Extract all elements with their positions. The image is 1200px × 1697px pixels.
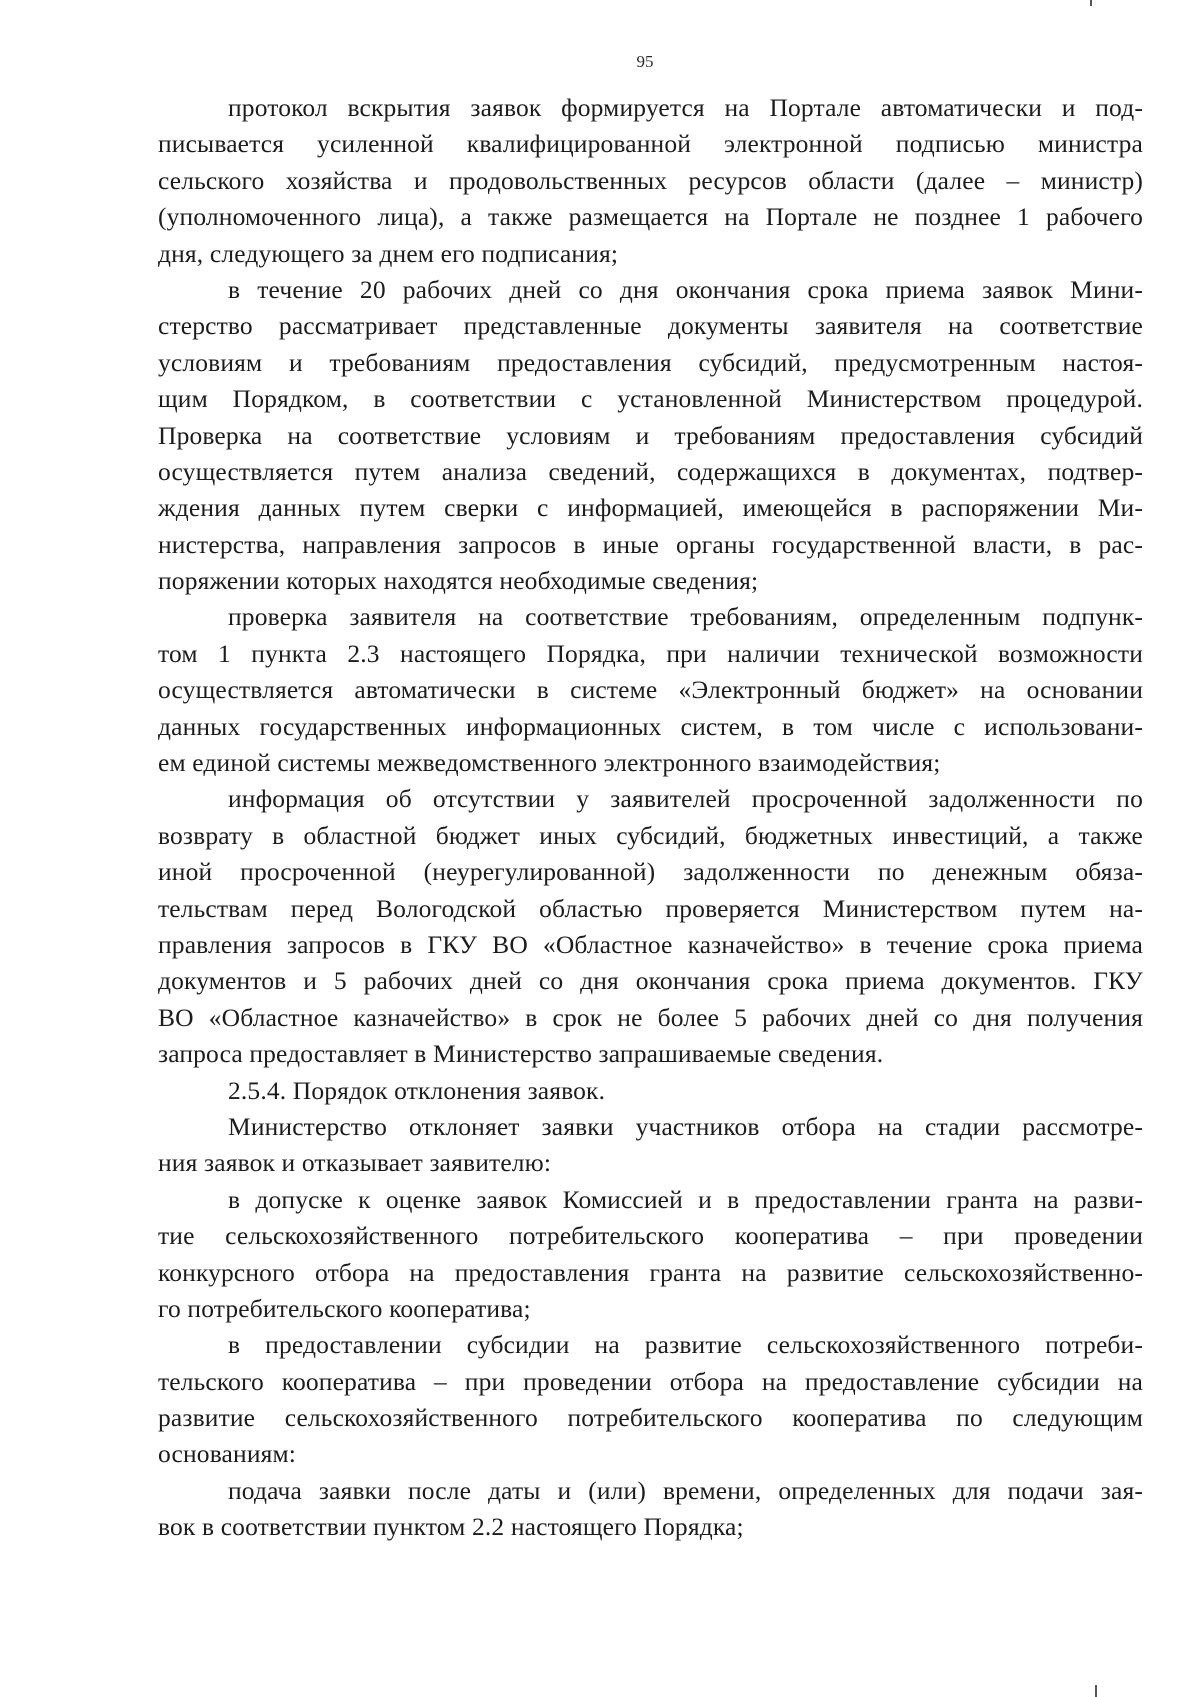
text-line: в предоставлении субсидии на развитие сельскохозяйственного потреби-: [228, 1330, 1143, 1360]
text-line: информация об отсутствии у заявителей просроченной задолженности по: [228, 784, 1143, 814]
text-line: ждения данных путем сверки с информацией, имеющейся в распоряжении Ми-: [158, 493, 1143, 523]
text-line: проверка заявителя на соответствие требованиям, определенным подпунк-: [228, 602, 1143, 632]
text-line: том 1 пункта 2.3 настоящего Порядка, при наличии технической возможности: [158, 638, 1143, 668]
text-line: ния заявок и отказывает заявителю:: [158, 1148, 552, 1178]
text-line: ВО «Областное казначейство» в срок не более 5 рабочих дней со дня получения: [158, 1002, 1143, 1032]
document-body: [158, 90, 1143, 1546]
text-line: (уполномоченного лица), а также размещается на Портале не позднее 1 рабочего: [158, 202, 1143, 232]
text-line: документов и 5 рабочих дней со дня окончания срока приема документов. ГКУ: [158, 966, 1143, 996]
text-line: писывается усиленной квалифицированной электронной подписью министра: [158, 129, 1143, 159]
text-line: тельского кооператива – при проведении отбора на предоставление субсидии на: [158, 1366, 1143, 1396]
text-line: сельского хозяйства и продовольственных ресурсов области (далее – министр): [158, 165, 1143, 195]
text-line: условиям и требованиям предоставления субсидий, предусмотренным настоя-: [158, 347, 1143, 377]
text-line: основаниям:: [158, 1439, 297, 1469]
text-line: 2.5.4. Порядок отклонения заявок.: [228, 1075, 606, 1105]
text-line: стерство рассматривает представленные документы заявителя на соответствие: [158, 311, 1143, 341]
text-line: правления запросов в ГКУ ВО «Областное казначейство» в течение срока приема: [158, 929, 1143, 959]
text-line: запроса предоставляет в Министерство запрашиваемые сведения.: [158, 1039, 884, 1069]
text-line: возврату в областной бюджет иных субсидий, бюджетных инвестиций, а также: [158, 820, 1143, 850]
text-line: протокол вскрытия заявок формируется на Портале автоматически и под-: [228, 93, 1143, 122]
text-line: в течение 20 рабочих дней со дня окончания срока приема заявок Мини-: [228, 274, 1143, 304]
text-line: развитие сельскохозяйственного потребительского кооператива по следующим: [158, 1403, 1143, 1433]
text-line: вок в соответствии пунктом 2.2 настоящего Порядка;: [158, 1512, 744, 1542]
text-line: го потребительского кооператива;: [158, 1293, 531, 1323]
text-line: данных государственных информационных систем, в том числе с использовани-: [158, 711, 1143, 741]
text-line: нистерства, направления запросов в иные органы государственной власти, в рас-: [158, 529, 1143, 559]
text-line: подача заявки после даты и (или) времени, определенных для подачи зая-: [228, 1475, 1143, 1505]
text-line: тельствам перед Вологодской областью проверяется Министерством путем на-: [158, 893, 1143, 923]
text-line: Министерство отклоняет заявки участников отбора на стадии рассмотре-: [228, 1111, 1143, 1141]
page-number: 95: [636, 52, 654, 71]
text-line: дня, следующего за днем его подписания;: [158, 238, 619, 268]
text-line: тие сельскохозяйственного потребительского кооператива – при проведении: [158, 1221, 1143, 1251]
text-line: щим Порядком, в соответствии с установленной Министерством процедурой.: [158, 384, 1143, 414]
text-line: осуществляется автоматически в системе «Электронный бюджет» на основании: [158, 675, 1143, 705]
text-line: иной просроченной (неурегулированной) задолженности по денежным обяза-: [158, 857, 1143, 887]
text-line: конкурсного отбора на предоставления гранта на развитие сельскохозяйственно-: [158, 1257, 1143, 1287]
text-line: Проверка на соответствие условиям и требованиям предоставления субсидий: [158, 420, 1143, 450]
text-line: осуществляется путем анализа сведений, содержащихся в документах, подтвер-: [158, 456, 1143, 486]
text-line: поряжении которых находятся необходимые сведения;: [158, 566, 759, 596]
text-line: в допуске к оценке заявок Комиссией и в предоставлении гранта на разви-: [228, 1184, 1143, 1214]
scan-mark: [1090, 0, 1092, 6]
text-line: ем единой системы межведомственного электронного взаимодействия;: [158, 748, 941, 778]
scan-mark: [1095, 1685, 1097, 1697]
